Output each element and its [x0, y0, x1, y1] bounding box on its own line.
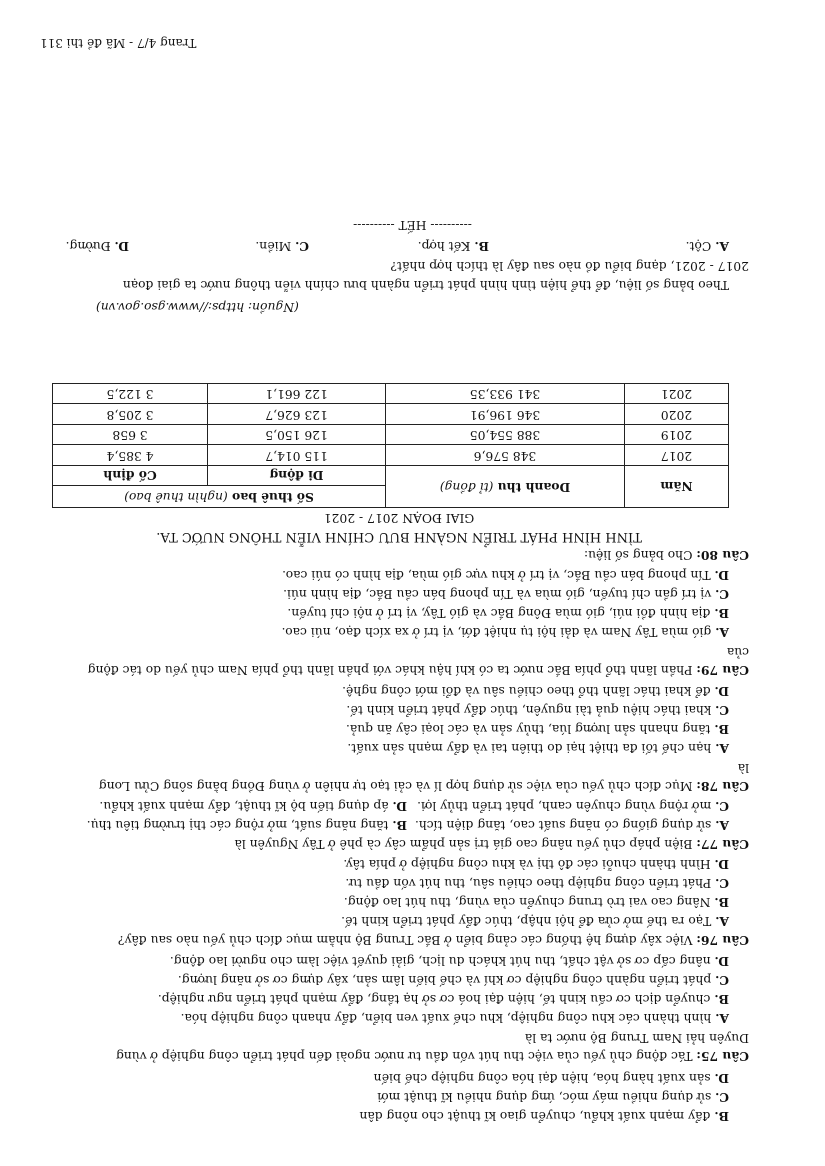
- q77-option-c: C. mở rộng vùng chuyên canh, phát triển thủy lợi.: [417, 799, 729, 814]
- cell-fixed: 3 205,8: [53, 404, 208, 425]
- q80-option-b: B. Kết hợp.: [417, 239, 489, 254]
- q80-stem: Câu 80: Cho bảng số liệu:: [583, 548, 749, 563]
- col-revenue-header: Doanh thu (tỉ đồng): [386, 466, 625, 508]
- q76-option-b: B. Nâng cao vai trò trung chuyển của vùng, thu hút lao động.: [343, 895, 729, 910]
- table-title: TÌNH HÌNH PHÁT TRIỂN NGÀNH BƯU CHÍNH VIỄN THÔNG NƯỚC TA.: [156, 529, 642, 544]
- q75-option-b: B. chuyển dịch cơ cấu kinh tế, hiện đại hoá cơ sở hạ tầng, đẩy mạnh phát triển ngư nghiệp.: [157, 992, 729, 1007]
- q77-option-d: D. áp dụng tiến bộ kĩ thuật, đẩy mạnh xuất khẩu.: [99, 799, 407, 814]
- table-header-row: [53, 486, 729, 508]
- page-footer: Trang 4/7 - Mã đề thi 311: [40, 36, 197, 50]
- q79-stem-line2: của: [726, 645, 749, 659]
- q75-option-d: D. nâng cấp cơ sở vật chất, thu hút khách du lịch, giải quyết việc làm cho người lao động.: [169, 954, 729, 969]
- cell-year: 2019: [625, 425, 729, 446]
- q74-option-c: C. sử dụng nhiều máy móc, ứng dụng nhiều kĩ thuật mới: [377, 1090, 729, 1105]
- col-fixed-header: Cố định: [53, 466, 208, 487]
- cell-fixed: 3 122,5: [53, 384, 208, 405]
- source-note: (Nguồn: https://www.gso.gov.vn): [96, 300, 299, 314]
- q75-stem-line1: Câu 75: Tác động chủ yếu của việc thu hút vốn đầu tư nước ngoài đến phát triển công nghiệp ở vùng: [115, 1049, 749, 1064]
- cell-mobile: 126 150,5: [208, 425, 386, 446]
- stats-table: [52, 383, 729, 508]
- q78-stem-line2: là: [737, 761, 749, 775]
- cell-mobile: 115 014,7: [208, 445, 386, 466]
- q80-option-c: C. Miền.: [255, 239, 309, 254]
- cell-revenue: 388 554,05: [386, 425, 625, 446]
- cell-fixed: 3 658: [53, 425, 208, 446]
- table-row: [53, 425, 729, 446]
- cell-mobile: 123 626,7: [208, 404, 386, 425]
- q74-option-b: B. đẩy mạnh xuất khẩu, chuyển giao kĩ thuật cho nông dân: [359, 1109, 729, 1124]
- q80-option-a: A. Cột.: [685, 239, 729, 254]
- q75-stem-line2: Duyên hải Nam Trung Bộ nước ta là: [524, 1031, 749, 1045]
- col-mobile-header: Di động: [208, 466, 386, 487]
- end-marker: ---------- HẾT ----------: [353, 218, 472, 232]
- q74-option-d: D. sản xuất hàng hóa, hiện đại hóa công nghiệp chế biến: [373, 1071, 729, 1086]
- cell-year: 2020: [625, 404, 729, 425]
- q78-option-a: A. hạn chế tối đa thiệt hại do thiên tai và đẩy mạnh sản xuất.: [347, 741, 729, 756]
- table-subtitle: GIAI ĐOẠN 2017 - 2021: [323, 511, 475, 525]
- q77-option-a: A. sử dụng giống có năng suất cao, tăng diện tích.: [414, 818, 729, 833]
- cell-mobile: 122 661,1: [208, 384, 386, 405]
- q78-stem-line1: Câu 78: Mục đích chủ yếu của việc sử dụng hợp lí và cải tạo tự nhiên ở vùng Đồng bằng sông Cửu Long: [98, 779, 749, 794]
- q76-option-c: C. Phát triển công nghiệp theo chiều sâu, thu hút vốn đầu tư.: [345, 876, 729, 891]
- cell-revenue: 348 576,6: [386, 445, 625, 466]
- q80-prompt-line2: 2017 - 2021, dạng biểu đồ nào sau đây là thích hợp nhất?: [390, 259, 749, 273]
- cell-year: 2021: [625, 384, 729, 405]
- q79-option-c: C. vị trí gần chí tuyến, gió mùa và Tín phong bán cầu Bắc, địa hình núi.: [283, 587, 729, 602]
- cell-year: 2017: [625, 445, 729, 466]
- q79-option-a: A. gió mùa Tây Nam và dải hội tụ nhiệt đới, vị trí ở xa xích đạo, núi cao.: [281, 625, 729, 640]
- q76-stem: Câu 76: Việc xây dựng hệ thống các cảng biển ở Bắc Trung Bộ nhằm mục đích chủ yếu nào sau đây?: [117, 933, 749, 948]
- q80-choices: [39, 236, 729, 256]
- q75-option-c: C. phát triển ngành công nghiệp cơ khí và chế biến lâm sản, xây dựng cơ sở năng lượng.: [177, 973, 729, 988]
- q76-option-d: D. Hình thành chuỗi các đô thị và khu công nghiệp ở phía tây.: [343, 857, 729, 872]
- q78-option-c: C. khai thác hiệu quả tài nguyên, thúc đẩy phát triển kinh tế.: [346, 703, 729, 718]
- cell-revenue: 346 196,91: [386, 404, 625, 425]
- q75-option-a: A. hình thành các khu công nghiệp, khu chế xuất ven biển, đẩy nhanh công nghiệp hóa.: [180, 1011, 729, 1026]
- cell-fixed: 4 385,4: [53, 445, 208, 466]
- q77-option-b: B. tăng năng suất, mở rộng các thị trường tiêu thụ.: [86, 818, 407, 833]
- table-row: [53, 384, 729, 405]
- q78-option-b: B. tăng nhanh sản lượng lúa, thủy sản và các loại cây ăn quả.: [345, 722, 729, 737]
- q78-option-d: D. để khai thác lãnh thổ theo chiều sâu và đổi mới công nghệ.: [342, 684, 729, 699]
- table-row: [53, 404, 729, 425]
- q79-option-d: D. Tín phong bán cầu Bắc, vị trí ở khu vực gió mùa, địa hình có núi cao.: [282, 568, 729, 583]
- q80-option-d: D. Đường.: [65, 239, 129, 254]
- q80-prompt-line1: Theo bảng số liệu, để thể hiện tình hình phát triển ngành bưu chính viễn thông nước ta giai đoạn: [122, 278, 729, 292]
- q79-stem-line1: Câu 79: Phần lãnh thổ phía Bắc nước ta có khí hậu khác với phần lãnh thổ phía Nam chủ yếu do tác động: [87, 663, 749, 678]
- q79-option-b: B. địa hình đồi núi, gió mùa Đông Bắc và gió Tây, vị trí ở nội chí tuyến.: [287, 606, 729, 621]
- cell-revenue: 341 933,35: [386, 384, 625, 405]
- col-year-header: Năm: [625, 466, 729, 508]
- col-subscribers-header: Số thuê bao (nghìn thuê bao): [53, 486, 386, 508]
- q76-option-a: A. Tạo ra thế mở cửa để hội nhập, thúc đẩy phát triển kinh tế.: [341, 914, 729, 929]
- q77-stem: Câu 77: Biện pháp chủ yếu nâng cao giá trị sản phẩm cây cà phê ở Tây Nguyên là: [234, 837, 749, 852]
- table-row: [53, 445, 729, 466]
